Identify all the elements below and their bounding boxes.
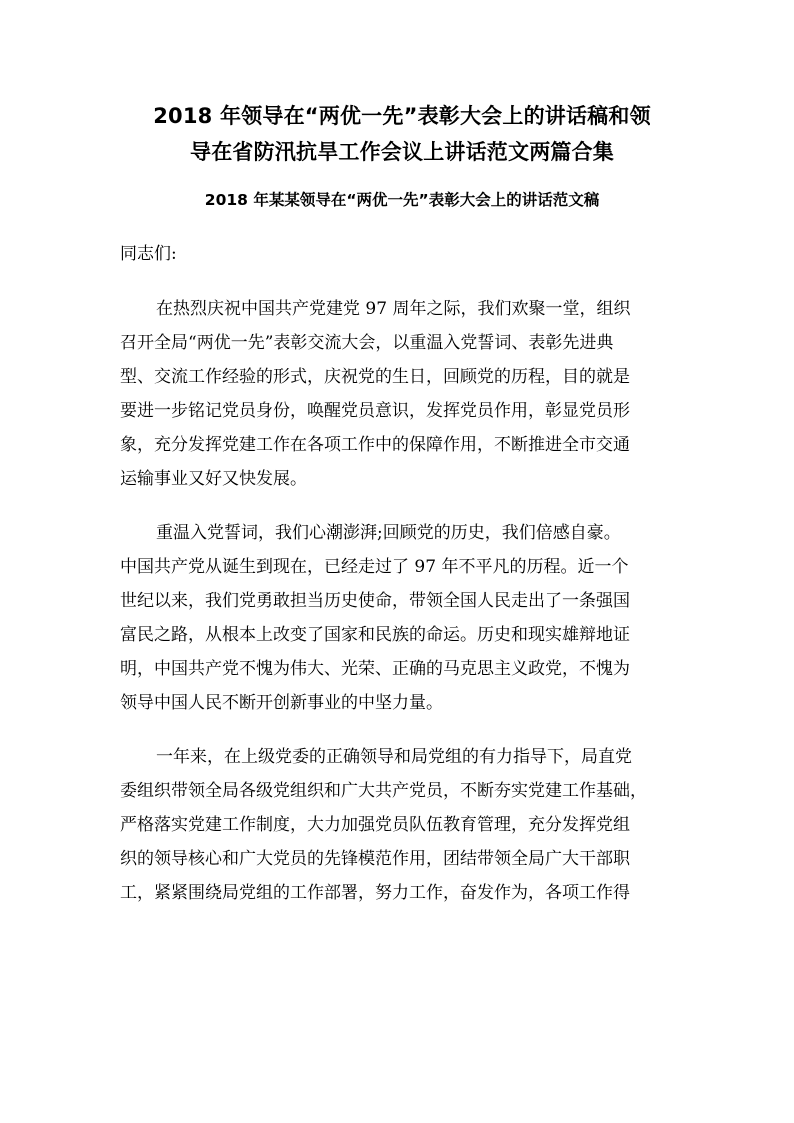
text-line: 运输事业又好又快发展。 — [120, 469, 307, 489]
document-title — [120, 0, 684, 170]
title-line-2: 导在省防汛抗旱工作会议上讲话范文两篇合集 — [190, 140, 614, 164]
paragraph-3 — [120, 740, 684, 910]
paragraph-1 — [120, 292, 684, 496]
text-line: 一年来，在上级党委的正确领导和局党组的有力指导下，局直党 — [156, 747, 632, 767]
text-line: 要进一步铭记党员身份，唤醒党员意识，发挥党员作用，彰显党员形 — [120, 401, 630, 421]
salutation: 同志们: — [120, 244, 177, 264]
text-line: 富民之路，从根本上改变了国家和民族的命运。历史和现实雄辩地证 — [120, 625, 630, 645]
text-line: 工，紧紧围绕局党组的工作部署，努力工作，奋发作为，各项工作得 — [120, 883, 630, 903]
text-line: 织的领导核心和广大党员的先锋模范作用，团结带领全局广大干部职 — [120, 849, 630, 869]
paragraph-2 — [120, 516, 684, 720]
text-line: 在热烈庆祝中国共产党建党 97 周年之际，我们欢聚一堂，组织 — [156, 299, 631, 319]
text-line: 严格落实党建工作制度，大力加强党员队伍教育管理，充分发挥党组 — [120, 815, 630, 835]
text-line: 型、交流工作经验的形式，庆祝党的生日，回顾党的历程，目的就是 — [120, 367, 630, 387]
text-line: 重温入党誓词，我们心潮澎湃;回顾党的历史，我们倍感自豪。 — [156, 523, 621, 543]
document-subtitle: 2018 年某某领导在“两优一先”表彰大会上的讲话范文稿 — [204, 191, 600, 209]
text-line: 召开全局“两优一先”表彰交流大会，以重温入党誓词、表彰先进典 — [120, 333, 614, 353]
title-line-1: 2018 年领导在“两优一先”表彰大会上的讲话稿和领 — [153, 104, 651, 128]
text-line: 委组织带领全局各级党组织和广大共产党员，不断夯实党建工作基础， — [120, 781, 647, 801]
text-line: 明，中国共产党不愧为伟大、光荣、正确的马克思主义政党，不愧为 — [120, 659, 630, 679]
text-line: 世纪以来，我们党勇敢担当历史使命，带领全国人民走出了一条强国 — [120, 591, 630, 611]
text-line: 中国共产党从诞生到现在，已经走过了 97 年不平凡的历程。近一个 — [120, 557, 629, 577]
text-line: 领导中国人民不断开创新事业的中坚力量。 — [120, 693, 443, 713]
text-line: 象，充分发挥党建工作在各项工作中的保障作用，不断推进全市交通 — [120, 435, 630, 455]
